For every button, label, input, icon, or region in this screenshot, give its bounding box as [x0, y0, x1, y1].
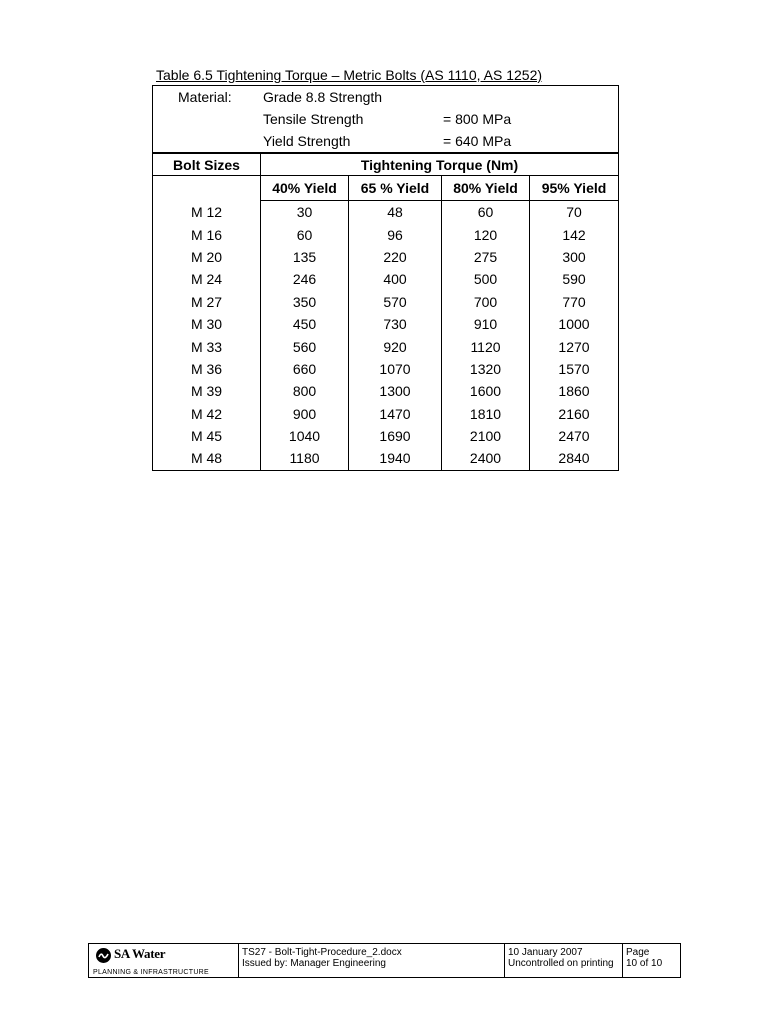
tensile-strength-row [153, 108, 619, 130]
yield-40-header: 40% Yield [261, 176, 349, 201]
torque-value-cell: 1300 [349, 380, 442, 402]
torque-value-cell: 96 [349, 223, 442, 245]
issued-by: Issued by: Manager Engineering [242, 958, 386, 969]
torque-value-cell: 700 [442, 291, 530, 313]
table-row [153, 201, 619, 224]
torque-value-cell: 2160 [530, 403, 619, 425]
torque-value-cell: 1040 [261, 425, 349, 447]
bolt-size-cell: M 27 [153, 291, 261, 313]
tightening-torque-header: Tightening Torque (Nm) [261, 153, 619, 176]
torque-value-cell: 246 [261, 268, 349, 290]
material-grade: Grade 8.8 Strength [263, 89, 383, 105]
torque-value-cell: 1070 [349, 358, 442, 380]
table-row [153, 425, 619, 447]
torque-value-cell: 2100 [442, 425, 530, 447]
yield-strength-row [153, 130, 619, 153]
torque-value-cell: 1320 [442, 358, 530, 380]
bolt-size-cell: M 42 [153, 403, 261, 425]
torque-value-cell: 900 [261, 403, 349, 425]
yield-strength-label: Yield Strength [263, 133, 351, 149]
footer-page-cell [623, 944, 681, 978]
bolt-size-cell: M 33 [153, 335, 261, 357]
torque-value-cell: 135 [261, 246, 349, 268]
yield-strength-value: = 640 MPa [443, 133, 512, 149]
bolt-size-cell: M 16 [153, 223, 261, 245]
torque-value-cell: 400 [349, 268, 442, 290]
table-row [153, 403, 619, 425]
torque-table-body [153, 201, 619, 471]
torque-value-cell: 910 [442, 313, 530, 335]
torque-value-cell: 2840 [530, 447, 619, 470]
torque-value-cell: 920 [349, 335, 442, 357]
table-row [153, 447, 619, 470]
bolt-size-cell: M 48 [153, 447, 261, 470]
page-number: 10 of 10 [626, 958, 663, 969]
table-row [153, 246, 619, 268]
torque-value-cell: 570 [349, 291, 442, 313]
table-row [153, 380, 619, 402]
torque-value-cell: 730 [349, 313, 442, 335]
bolt-size-cell: M 30 [153, 313, 261, 335]
logo-text: SA Water [114, 946, 166, 961]
torque-value-cell: 48 [349, 201, 442, 224]
torque-value-cell: 2470 [530, 425, 619, 447]
torque-value-cell: 300 [530, 246, 619, 268]
torque-value-cell: 800 [261, 380, 349, 402]
torque-value-cell: 1570 [530, 358, 619, 380]
torque-value-cell: 142 [530, 223, 619, 245]
page-label: Page [626, 947, 650, 958]
torque-value-cell: 1690 [349, 425, 442, 447]
sa-water-logo-icon [96, 948, 111, 963]
table-row [153, 358, 619, 380]
torque-value-cell: 30 [261, 201, 349, 224]
bolt-sizes-subheader-blank [153, 176, 261, 201]
bolt-size-cell: M 24 [153, 268, 261, 290]
yield-65-header: 65 % Yield [349, 176, 442, 201]
bolt-size-cell: M 39 [153, 380, 261, 402]
bolt-size-cell: M 36 [153, 358, 261, 380]
issue-date: 10 January 2007 [508, 947, 583, 958]
torque-value-cell: 770 [530, 291, 619, 313]
torque-value-cell: 350 [261, 291, 349, 313]
bolt-size-cell: M 45 [153, 425, 261, 447]
torque-table [152, 85, 619, 471]
torque-value-cell: 590 [530, 268, 619, 290]
tensile-strength-label: Tensile Strength [263, 111, 364, 127]
yield-80-header: 80% Yield [442, 176, 530, 201]
bolt-size-cell: M 12 [153, 201, 261, 224]
torque-value-cell: 560 [261, 335, 349, 357]
yield-95-header: 95% Yield [530, 176, 619, 201]
torque-value-cell: 275 [442, 246, 530, 268]
torque-value-cell: 1270 [530, 335, 619, 357]
torque-value-cell: 60 [261, 223, 349, 245]
table-row [153, 335, 619, 357]
torque-value-cell: 1600 [442, 380, 530, 402]
footer-date-cell [505, 944, 623, 978]
footer-document-cell [239, 944, 505, 978]
torque-value-cell: 660 [261, 358, 349, 380]
bolt-size-cell: M 20 [153, 246, 261, 268]
torque-value-cell: 2400 [442, 447, 530, 470]
torque-value-cell: 1000 [530, 313, 619, 335]
torque-value-cell: 1120 [442, 335, 530, 357]
table-row [153, 223, 619, 245]
document-name: TS27 - Bolt-Tight-Procedure_2.docx [242, 947, 402, 958]
table-row [153, 268, 619, 290]
tensile-strength-value: = 800 MPa [443, 111, 512, 127]
footer-logo-cell [89, 944, 239, 978]
control-note: Uncontrolled on printing [508, 958, 614, 969]
table-row [153, 313, 619, 335]
torque-value-cell: 1860 [530, 380, 619, 402]
torque-value-cell: 1940 [349, 447, 442, 470]
torque-value-cell: 1180 [261, 447, 349, 470]
torque-value-cell: 450 [261, 313, 349, 335]
material-row [153, 86, 619, 109]
torque-value-cell: 1470 [349, 403, 442, 425]
page-footer [88, 943, 681, 978]
torque-value-cell: 120 [442, 223, 530, 245]
bolt-sizes-header: Bolt Sizes [153, 153, 261, 176]
logo-subtitle: PLANNING & INFRASTRUCTURE [93, 969, 210, 976]
torque-value-cell: 1810 [442, 403, 530, 425]
torque-value-cell: 220 [349, 246, 442, 268]
torque-value-cell: 500 [442, 268, 530, 290]
torque-value-cell: 60 [442, 201, 530, 224]
material-label: Material: [178, 89, 232, 105]
table-caption: Table 6.5 Tightening Torque – Metric Bolts (AS 1110, AS 1252) [156, 67, 543, 83]
torque-value-cell: 70 [530, 201, 619, 224]
table-row [153, 291, 619, 313]
